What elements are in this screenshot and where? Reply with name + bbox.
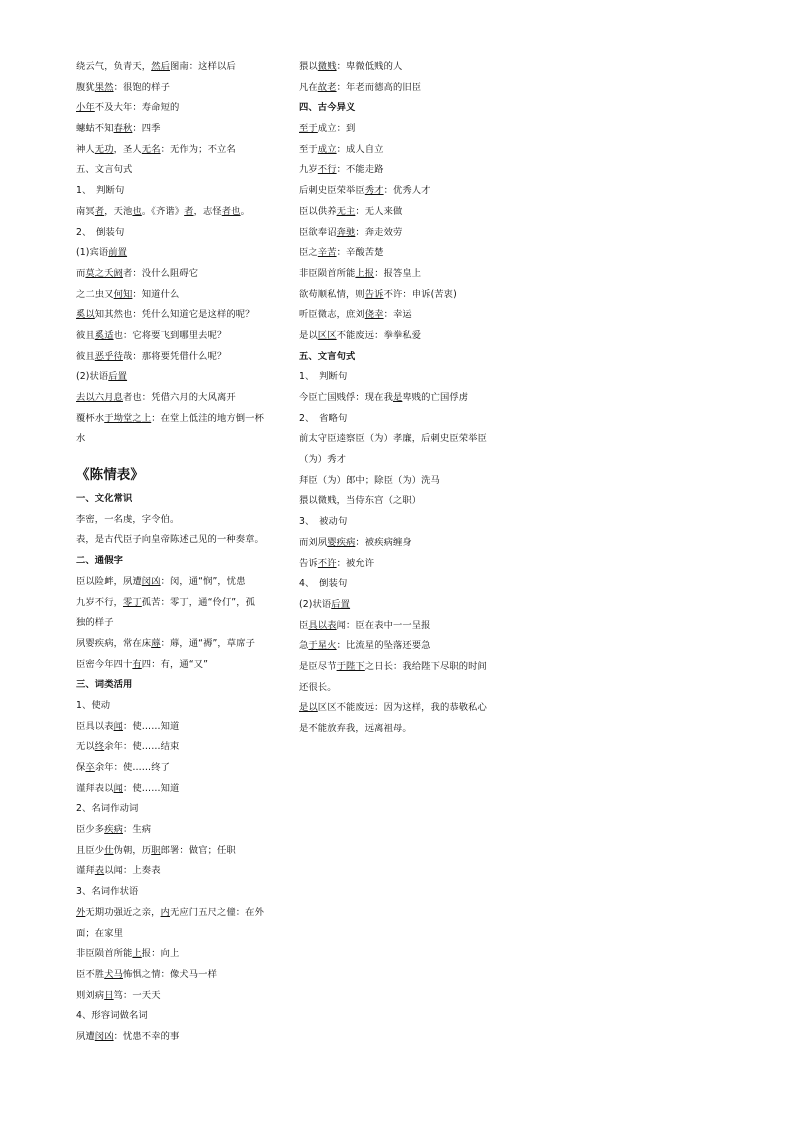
text-line: 水 [76, 433, 86, 445]
subheading: 1、使动 [76, 699, 111, 711]
text-line: 是不能放弃我，远离祖母。 [299, 723, 412, 734]
text-line: 夙婴疾病，常在床蓐：蓐，通“褥”，草席子 [76, 637, 255, 649]
text-line: 绕云气，负青天，然后图南：这样以后 [76, 61, 236, 72]
text-line: 臣密今年四十有四：有，通“又” [76, 658, 209, 670]
text-line: 保卒余年：使……终了 [76, 762, 170, 773]
text-line: 南冥者，天池也。《齐谐》者，志怪者也。 [76, 205, 250, 217]
text-line: 而刘夙婴疾病：被疾病缠身 [299, 536, 412, 548]
subheading: (2)状语后置 [76, 371, 128, 383]
right-column [299, 57, 509, 740]
subheading: (1)宾语前置 [76, 247, 128, 259]
text-line: 臣欲奉诏奔驰：奔走效劳 [299, 226, 403, 238]
subheading: 1、 判断句 [299, 371, 348, 383]
text-line: 去以六月息者也：凭借六月的大风离开 [76, 392, 236, 403]
text-line: 夙遭闵凶：忧患不幸的事 [76, 1030, 180, 1042]
text-line: 猥以微贱，当侍东宫（之职） [299, 495, 422, 507]
text-line: 李密，一名虔，字令伯。 [76, 513, 180, 525]
text-line: 告诉不许：被允许 [299, 557, 375, 569]
text-line: 小年不及大年：寿命短的 [76, 102, 180, 114]
text-line: 独的样子 [76, 617, 114, 629]
text-line: 臣具以表闻：臣在表中一一呈报 [299, 619, 431, 631]
section-heading: 四、古今异义 [299, 102, 356, 114]
text-line: 彼且恶乎待哉：那将要凭借什么呢？ [76, 350, 227, 362]
text-line: 是以区区不能废远：因为这样，我的恭敬私心 [299, 702, 487, 714]
subheading: 3、名词作状语 [76, 886, 139, 898]
text-line: 且臣少仕伪朝，历职郎署：做官；任职 [76, 844, 236, 856]
text-line: 外无期功强近之亲，内无应门五尺之僮：在外 [76, 906, 264, 918]
text-line: 覆杯水于坳堂之上：在堂上低洼的地方倒一杯 [76, 412, 264, 424]
text-line: 凡在故老：年老而德高的旧臣 [299, 81, 422, 93]
text-line: 非臣陨首所能上报：向上 [76, 948, 180, 960]
subheading: 4、 倒装句 [299, 578, 348, 590]
text-line: 谨拜表以闻：上奏表 [76, 865, 161, 877]
subheading: 3、 被动句 [299, 516, 348, 528]
text-line: 今臣亡国贱俘：现在我是卑贱的亡国俘虏 [299, 392, 469, 403]
text-line: 九岁不行：不能走路 [299, 164, 384, 176]
left-column [76, 57, 281, 1048]
text-line: 非臣陨首所能上报：报答皇上 [299, 267, 422, 279]
text-line: 奚以知其然也：凭什么知道它是这样的呢？ [76, 309, 255, 321]
text-line: 是以区区不能废远：拳拳私爱 [299, 329, 422, 341]
text-line: 臣之辛苦：辛酸苦楚 [299, 247, 384, 259]
text-line: 臣以供养无主：无人来做 [299, 205, 403, 217]
text-line: 拜臣（为）郎中；除臣（为）洗马 [299, 474, 440, 486]
section-title: 《陈情表》 [76, 467, 144, 484]
text-line: 臣具以表闻：使……知道 [76, 720, 180, 732]
subheading: 2、 倒装句 [76, 226, 125, 238]
section-heading: 五、文言句式 [76, 164, 133, 176]
section-heading: 二、通假字 [76, 555, 123, 567]
subheading: 4、形容词做名词 [76, 1010, 148, 1022]
text-line: 九岁不行，零丁孤苦：零丁，通“伶仃”，孤 [76, 596, 255, 608]
text-line: 蟪蛄不知春秋：四季 [76, 123, 161, 135]
section-heading: 一、文化常识 [76, 493, 133, 505]
text-line: 猥以微贱：卑微低贱的人 [299, 61, 403, 72]
text-line: （为）秀才 [299, 454, 346, 466]
text-line: 彼且奚适也：它将要飞到哪里去呢？ [76, 329, 227, 341]
text-line: 腹犹果然：很饱的样子 [76, 81, 170, 93]
text-line: 臣少多疾病：生病 [76, 824, 152, 836]
text-line: 无以终余年：使……结束 [76, 741, 180, 753]
text-line: 听臣微志，庶刘侥幸：幸运 [299, 309, 412, 321]
text-line: 臣以险衅，夙遭闵凶：闵，通“悯”，忧患 [76, 575, 246, 587]
text-line: 后刺史臣荣举臣秀才：优秀人才 [299, 185, 431, 197]
section-heading: 三、词类活用 [76, 679, 133, 691]
subheading: 1、 判断句 [76, 185, 125, 197]
text-line: 则刘病日笃：一天天 [76, 989, 161, 1001]
text-line: 至于成立：成人自立 [299, 143, 384, 155]
subheading: 2、名词作动词 [76, 803, 139, 815]
text-line: 面；在家里 [76, 927, 123, 939]
section-heading: 五、文言句式 [299, 350, 356, 362]
text-line: 之二虫又何知：知道什么 [76, 288, 180, 300]
text-line: 神人无功，圣人无名：无作为；不立名 [76, 143, 236, 155]
text-line: 而莫之夭阏者：没什么阻碍它 [76, 267, 199, 279]
subheading: 2、 省略句 [299, 412, 348, 424]
text-line: 至于成立：到 [299, 123, 356, 135]
text-line: 急于星火：比流星的坠落还要急 [299, 640, 431, 652]
text-line: 前太守臣逵察臣（为）孝廉，后刺史臣荣举臣 [299, 433, 487, 445]
text-line: 表，是古代臣子向皇帝陈述己见的一种奏章。 [76, 534, 264, 546]
text-line: 是臣尽节于陛下之日长：我给陛下尽职的时间 [299, 660, 487, 672]
text-line: 谨拜表以闻：使……知道 [76, 782, 180, 794]
text-line: 还很长。 [299, 681, 337, 693]
text-line: 臣不胜犬马怖惧之情：像犬马一样 [76, 968, 217, 980]
subheading: (2)状语后置 [299, 598, 351, 610]
text-line: 欲苟顺私情，则告诉不许：申诉(苦衷) [299, 288, 457, 300]
